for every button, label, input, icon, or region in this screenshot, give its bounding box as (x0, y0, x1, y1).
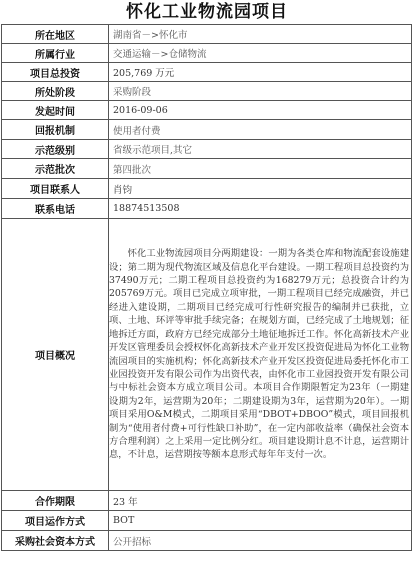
row-label: 示范批次 (2, 159, 109, 179)
row-value: BOT (109, 511, 412, 531)
row-value: 使用者付费 (109, 120, 412, 140)
row-label: 示范级别 (2, 140, 109, 159)
row-label: 项目概况 (2, 219, 109, 491)
table-row (2, 63, 412, 82)
table-row (2, 82, 412, 101)
row-label: 项目运作方式 (2, 511, 109, 531)
row-value: 2016-09-06 (109, 101, 412, 120)
table-row (2, 179, 412, 199)
table-row (2, 511, 412, 531)
row-label: 项目联系人 (2, 179, 109, 199)
table-row (2, 25, 412, 44)
row-label: 所处阶段 (2, 82, 109, 101)
row-value: 第四批次 (109, 159, 412, 179)
row-value: 23 年 (109, 491, 412, 511)
table-row (2, 140, 412, 159)
row-label: 所在地区 (2, 25, 109, 44)
row-value: 肖钧 (109, 179, 412, 199)
row-value: 采购阶段 (109, 82, 412, 101)
row-label: 所属行业 (2, 44, 109, 63)
table-row (2, 199, 412, 219)
row-value: 湖南省－>怀化市 (109, 25, 412, 44)
row-label: 发起时间 (2, 101, 109, 120)
row-label: 采购社会资本方式 (2, 531, 109, 551)
row-value: 18874513508 (109, 199, 412, 219)
row-label: 联系电话 (2, 199, 109, 219)
table-row (2, 159, 412, 179)
row-value: 交通运输－>仓储物流 (109, 44, 412, 63)
row-label: 合作期限 (2, 491, 109, 511)
project-description: 怀化工业物流园项目分两期建设：一期为各类仓库和物流配套设施建设；第二期为现代物流区域及信息化平台建设。一期工程项目总投资约为37490万元；二期工程项目总投资约为168279万元；总投资合计约为205769万元。项目已完成立项审批，一期工程项目已经完成融资，并已经进入建设期，二期项目已经完成可行性研究报告的编制并已获批，立项、土地、环评等审批手续完备；在规划方面，已经完成了土地规划；征地拆迁方面，政府方已经完成部分土地征地拆迁工作。怀化高新技术产业开发区管理委员会授权怀化高新技术产业开发区投资促进局为怀化工业物流园项目的实施机构；怀化高新技术产业开发区投资促进局委托怀化市工业园投资开发有限公司作为出资代表，由怀化市工业园投资开发有限公司与中标社会资本方成立项目公司。本项目合作期限暂定为23年（一期建设期为2年，运营期为20年；二期建设期为3年，运营期为20年）。一期项目采用O&M模式，二期项目采用“DBOT+DBOO”模式，项目回报机制为“使用者付费+可行性缺口补助”，在一定内部收益率（确保社会资本方合理利润）之上采用一定比例分红。项目建设期计息不计息，运营期计息，不计息，运营期按等额本息形式每年年支付一次。 (109, 219, 412, 491)
project-info-table (1, 24, 412, 551)
row-label: 回报机制 (2, 120, 109, 140)
table-row (2, 219, 412, 491)
row-label: 项目总投资 (2, 63, 109, 82)
page-title: 怀化工业物流园项目 (126, 2, 288, 22)
row-value: 公开招标 (109, 531, 412, 551)
table-row (2, 120, 412, 140)
table-row (2, 101, 412, 120)
table-row (2, 44, 412, 63)
row-value: 205,769 万元 (109, 63, 412, 82)
table-row (2, 491, 412, 511)
row-value: 省级示范项目,其它 (109, 140, 412, 159)
table-row (2, 531, 412, 551)
